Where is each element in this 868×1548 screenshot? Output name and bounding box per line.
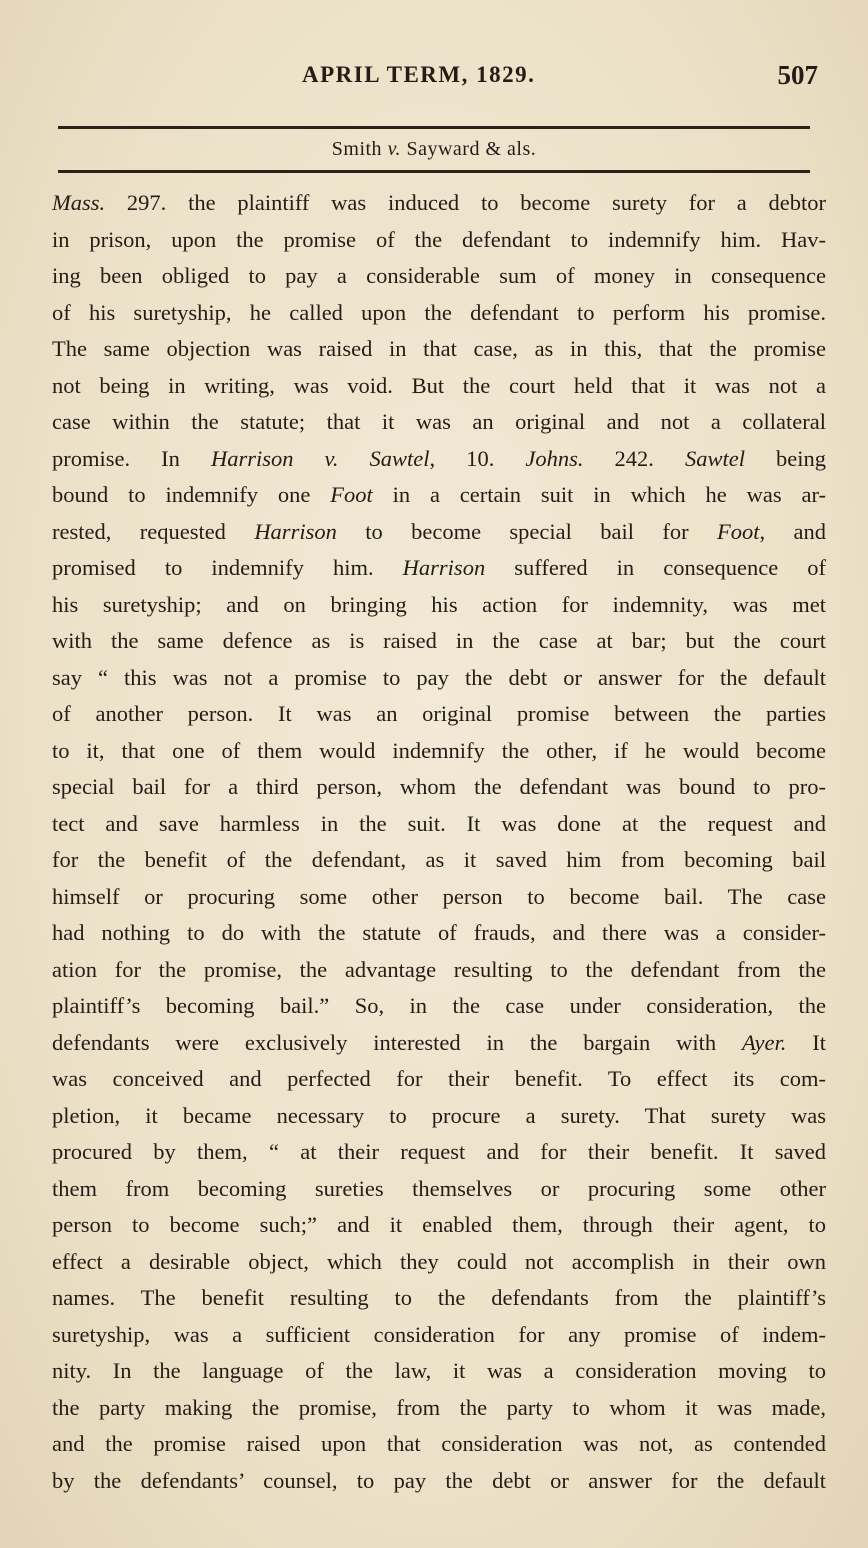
case-title: [0, 138, 868, 161]
text-segment: to it, that one of them would indemnify the other, if he would become: [52, 737, 826, 763]
italic-segment: Harrison: [254, 518, 337, 544]
text-segment: to become special bail for: [336, 518, 717, 544]
text-segment: with the same defence as is raised in the case at bar; but the court: [52, 628, 826, 653]
text-line: [52, 988, 826, 1025]
text-line: [52, 1025, 826, 1062]
running-head: [0, 62, 868, 98]
text-segment: himself or procuring some other person to become bail. The case: [52, 883, 826, 909]
text-segment: effect a desirable object, which they could not accomplish in their own: [52, 1248, 826, 1274]
text-line: [52, 258, 826, 295]
text-segment: special bail for a third person, whom the defendant was bound to pro-: [52, 774, 826, 799]
text-line: [52, 441, 826, 478]
italic-segment: Sawtel: [684, 445, 745, 471]
italic-segment: Mass.: [52, 190, 106, 215]
text-line: [52, 952, 826, 989]
text-line: [52, 623, 826, 660]
text-line: [52, 769, 826, 806]
text-line: [52, 1426, 826, 1463]
text-segment: bound to indemnify one: [52, 482, 331, 507]
text-line: [52, 1244, 826, 1281]
text-segment: tect and save harmless in the suit. It was done at the request and: [52, 810, 826, 836]
italic-segment: Harrison: [402, 555, 486, 580]
text-segment: rested, requested: [52, 518, 255, 544]
text-segment: ation for the promise, the advantage resulting to the defendant from the: [52, 956, 826, 982]
text-segment: 242.: [583, 445, 685, 471]
text-line: [52, 696, 826, 733]
case-defendants: Sayward & als.: [406, 138, 537, 160]
text-segment: his suretyship; and on bringing his action for indemnity, was met: [52, 591, 826, 617]
italic-segment: Ayer.: [742, 1029, 787, 1055]
text-line: [52, 295, 826, 332]
bottom-rule: [58, 170, 810, 173]
text-segment: not being in writing, was void. But the court held that it was not a: [52, 372, 826, 398]
text-line: [52, 733, 826, 770]
text-segment: defendants were exclusively interested in the bargain with: [52, 1029, 743, 1055]
text-segment: , 10.: [429, 445, 526, 471]
text-segment: in prison, upon the promise of the defendant to indemnify him. Hav-: [52, 226, 826, 252]
top-rule: [58, 126, 810, 129]
text-segment: of his suretyship, he called upon the defendant to perform his promise.: [52, 299, 826, 325]
text-line: [52, 1098, 826, 1135]
text-line: [52, 222, 826, 259]
text-line: [52, 1061, 826, 1098]
text-line: [52, 879, 826, 916]
text-segment: promised to indemnify him.: [52, 555, 403, 580]
text-line: [52, 915, 826, 952]
text-segment: being: [744, 445, 826, 471]
text-segment: suretyship, was a sufficient consideration for any promise of indem-: [52, 1321, 826, 1347]
text-segment: person to become such;” and it enabled them, through their agent, to: [52, 1212, 826, 1237]
text-line: [52, 1134, 826, 1171]
text-segment: in a certain suit in which he was ar-: [372, 482, 826, 507]
italic-segment: Johns.: [525, 445, 584, 471]
text-line: [52, 1463, 826, 1500]
text-segment: nity. In the language of the law, it was a consideration moving to: [52, 1358, 826, 1383]
term-heading: APRIL TERM, 1829.: [302, 62, 536, 87]
text-line: [52, 1390, 826, 1427]
text-segment: It: [786, 1029, 826, 1055]
text-line: [52, 1353, 826, 1390]
text-line: [52, 842, 826, 879]
case-plaintiff: Smith: [331, 138, 383, 160]
text-segment: 297. the plaintiff was induced to become surety for a debtor: [105, 190, 826, 215]
page-number: 507: [777, 60, 818, 90]
text-line: [52, 1171, 826, 1208]
text-line: [52, 550, 826, 587]
italic-segment: Harrison v. Sawtel: [210, 445, 430, 471]
text-segment: suffered in consequence of: [485, 555, 826, 580]
text-line: [52, 806, 826, 843]
text-segment: case within the statute; that it was an original and not a collateral: [52, 409, 826, 434]
text-segment: names. The benefit resulting to the defendants from the plaintiff’s: [52, 1285, 826, 1310]
text-line: [52, 587, 826, 624]
text-segment: ing been obliged to pay a considerable sum of money in consequence: [52, 263, 826, 288]
text-segment: promise. In: [52, 445, 211, 471]
text-line: [52, 1207, 826, 1244]
text-line: [52, 514, 826, 551]
text-line: [52, 1280, 826, 1317]
text-segment: was conceived and perfected for their benefit. To effect its com-: [52, 1066, 826, 1091]
italic-segment: Foot: [330, 482, 373, 507]
text-line: [52, 404, 826, 441]
text-line: [52, 1317, 826, 1354]
case-versus: v.: [387, 138, 401, 160]
text-segment: them from becoming sureties themselves or procuring some other: [52, 1175, 826, 1201]
text-line: [52, 660, 826, 697]
text-segment: The same objection was raised in that case, as in this, that the promise: [52, 336, 826, 361]
text-segment: plaintiff’s becoming bail.” So, in the case under consideration, the: [52, 993, 826, 1018]
text-segment: pletion, it became necessary to procure a surety. That surety was: [52, 1102, 826, 1128]
text-segment: of another person. It was an original promise between the parties: [52, 701, 826, 726]
body-text: [52, 185, 826, 1499]
text-segment: say “ this was not a promise to pay the debt or answer for the default: [52, 664, 826, 690]
text-segment: procured by them, “ at their request and for their benefit. It saved: [52, 1139, 826, 1164]
text-line: [52, 185, 826, 222]
text-segment: , and: [759, 518, 826, 544]
text-line: [52, 368, 826, 405]
text-segment: had nothing to do with the statute of frauds, and there was a consider-: [52, 920, 826, 945]
text-line: [52, 477, 826, 514]
text-segment: by the defendants’ counsel, to pay the debt or answer for the default: [52, 1467, 826, 1493]
text-segment: and the promise raised upon that consideration was not, as contended: [52, 1431, 826, 1456]
text-segment: the party making the promise, from the party to whom it was made,: [52, 1394, 826, 1420]
text-segment: for the benefit of the defendant, as it saved him from becoming bail: [52, 847, 826, 872]
text-line: [52, 331, 826, 368]
italic-segment: Foot: [717, 518, 760, 544]
